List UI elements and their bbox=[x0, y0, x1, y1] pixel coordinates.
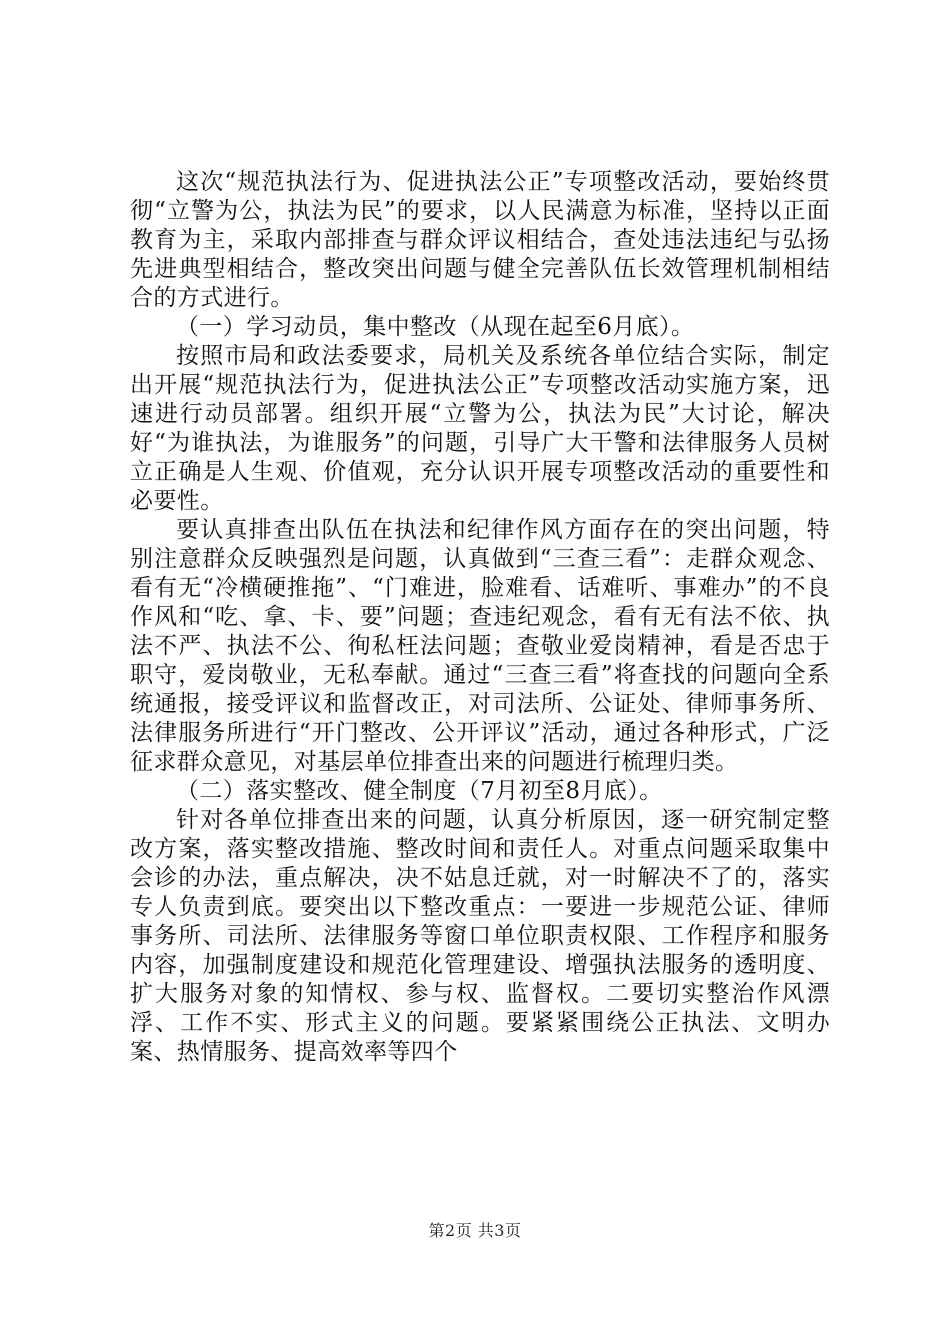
paragraph-rectification: 针对各单位排查出来的问题，认真分析原因，逐一研究制定整改方案，落实整改措施、整改时间和责任人。对重点问题采取集中会诊的办法，重点解决，决不姑息迁就，对一时解决不了的，落实专人负责到底。要突出以下整改重点：一要进一步规范公证、律师事务所、司法所、法律服务等窗口单位职责权限、工作程序和服务内容，加强制度建设和规范化管理建设、增强执法服务的透明度、扩大服务对象的知情权、参与权、监督权。二要切实整治作风漂浮、工作不实、形式主义的问题。要紧紧围绕公正执法、文明办案、热情服务、提高效率等四个 bbox=[130, 807, 830, 1065]
section-heading-1: （一）学习动员，集中整改（从现在起至6月底）。 bbox=[176, 314, 695, 340]
paragraph-mobilization: 按照市局和政法委要求，局机关及系统各单位结合实际，制定出开展“规范执法行为，促进执法公正”专项整改活动实施方案，迅速进行动员部署。组织开展“立警为公，执法为民”大讨论，解决好“为谁执法，为谁服务”的问题，引导广大干警和法律服务人员树立正确是人生观、价值观，充分认识开展专项整改活动的重要性和必要性。 bbox=[130, 343, 830, 514]
page-number-footer: 第2页 共3页 bbox=[428, 1221, 522, 1240]
section-heading-2: （二）落实整改、健全制度（7月初至8月底）。 bbox=[176, 778, 663, 804]
paragraph-intro: 这次“规范执法行为、促进执法公正”专项整改活动，要始终贯彻“立警为公，执法为民”的要求，以人民满意为标准，坚持以正面教育为主，采取内部排查与群众评议相结合，查处违法违纪与弘扬先进典型相结合，整改突出问题与健全完善队伍长效管理机制相结合的方式进行。 bbox=[130, 169, 830, 311]
document-body bbox=[130, 168, 830, 1067]
paragraph-inspection: 要认真排查出队伍在执法和纪律作风方面存在的突出问题，特别注意群众反映强烈是问题，认真做到“三查三看”：走群众观念、看有无“冷横硬推拖”、“门难进，脸难看、话难听、事难办”的不良作风和“吃、拿、卡、要”问题；查违纪观念，看有无有法不依、执法不严、执法不公、徇私枉法问题；查敬业爱岗精神，看是否忠于职守，爱岗敬业，无私奉献。通过“三查三看”将查找的问题向全系统通报，接受评议和监督改正，对司法所、公证处、律师事务所、法律服务所进行“开门整改、公开评议”活动，通过各种形式，广泛征求群众意见，对基层单位排查出来的问题进行梳理归类。 bbox=[130, 517, 830, 775]
